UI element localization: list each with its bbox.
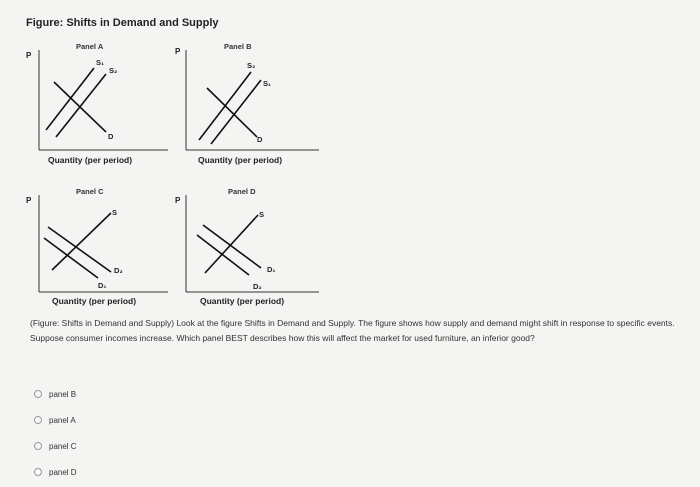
option-panel-a[interactable]	[34, 407, 77, 433]
panel-a-title: Panel A	[76, 42, 104, 51]
panel-c-supply-s	[52, 213, 111, 270]
panel-a-label-s2: S₂	[109, 66, 118, 75]
option-label: panel C	[49, 441, 77, 451]
figure-title: Figure: Shifts in Demand and Supply	[26, 17, 219, 29]
panel-b-label-s1: S₁	[263, 79, 272, 88]
radio-button[interactable]	[34, 468, 42, 476]
panel-d-demand-d2	[197, 235, 249, 275]
panel-d	[175, 185, 325, 295]
panel-b-x-axis-label: Quantity (per period)	[198, 155, 283, 165]
panel-d-graph	[175, 185, 325, 295]
panel-c-label-d1: D₁	[98, 281, 107, 290]
panel-c-x-axis-label: Quantity (per period)	[52, 296, 137, 306]
panel-d-label-d1: D₁	[267, 265, 276, 274]
panel-a-x-axis-label: Quantity (per period)	[48, 155, 133, 165]
panel-d-x-axis-label: Quantity (per period)	[200, 296, 285, 306]
option-panel-d[interactable]	[34, 459, 77, 485]
panel-b-title: Panel B	[224, 42, 252, 51]
radio-button[interactable]	[34, 442, 42, 450]
answer-options	[34, 381, 77, 485]
panel-c	[26, 185, 176, 295]
question-text: (Figure: Shifts in Demand and Supply) Look at the figure Shifts in Demand and Supply. The figure shows how supply and demand might shift in response to specific events. Suppose consumer incomes increase. Which panel BEST describes how this will affect the market for used furniture, an inferior good?	[30, 318, 675, 343]
panel-c-axis-p: P	[26, 196, 32, 205]
option-label: panel D	[49, 467, 77, 477]
radio-button[interactable]	[34, 390, 42, 398]
panel-c-label-s: S	[112, 208, 118, 217]
panel-d-axis-p: P	[175, 196, 181, 205]
option-panel-c[interactable]	[34, 433, 77, 459]
panel-b-axis-p: P	[175, 47, 181, 56]
panel-c-title: Panel C	[76, 187, 104, 196]
panel-a	[26, 40, 176, 155]
panel-a-label-s1: S₁	[96, 58, 105, 67]
panel-a-label-d: D	[108, 132, 114, 141]
panel-c-label-d2: D₂	[114, 266, 123, 275]
panel-a-supply-s2	[56, 74, 106, 137]
panel-b-label-d: D	[257, 135, 263, 144]
option-label: panel B	[49, 389, 77, 399]
option-label: panel A	[49, 415, 76, 425]
panel-d-label-d2: D₂	[253, 282, 262, 291]
option-panel-b[interactable]	[34, 381, 77, 407]
panel-b-label-s2: S₂	[247, 61, 256, 70]
panel-a-graph	[26, 40, 176, 155]
panel-d-title: Panel D	[228, 187, 256, 196]
panel-b	[175, 40, 325, 155]
panel-d-supply-s	[205, 215, 258, 273]
radio-button[interactable]	[34, 416, 42, 424]
panel-c-graph	[26, 185, 176, 295]
panel-a-axis-p: P	[26, 51, 32, 60]
panel-a-demand-d	[54, 82, 106, 132]
panel-b-graph	[175, 40, 325, 155]
panel-d-label-s: S	[259, 210, 265, 219]
